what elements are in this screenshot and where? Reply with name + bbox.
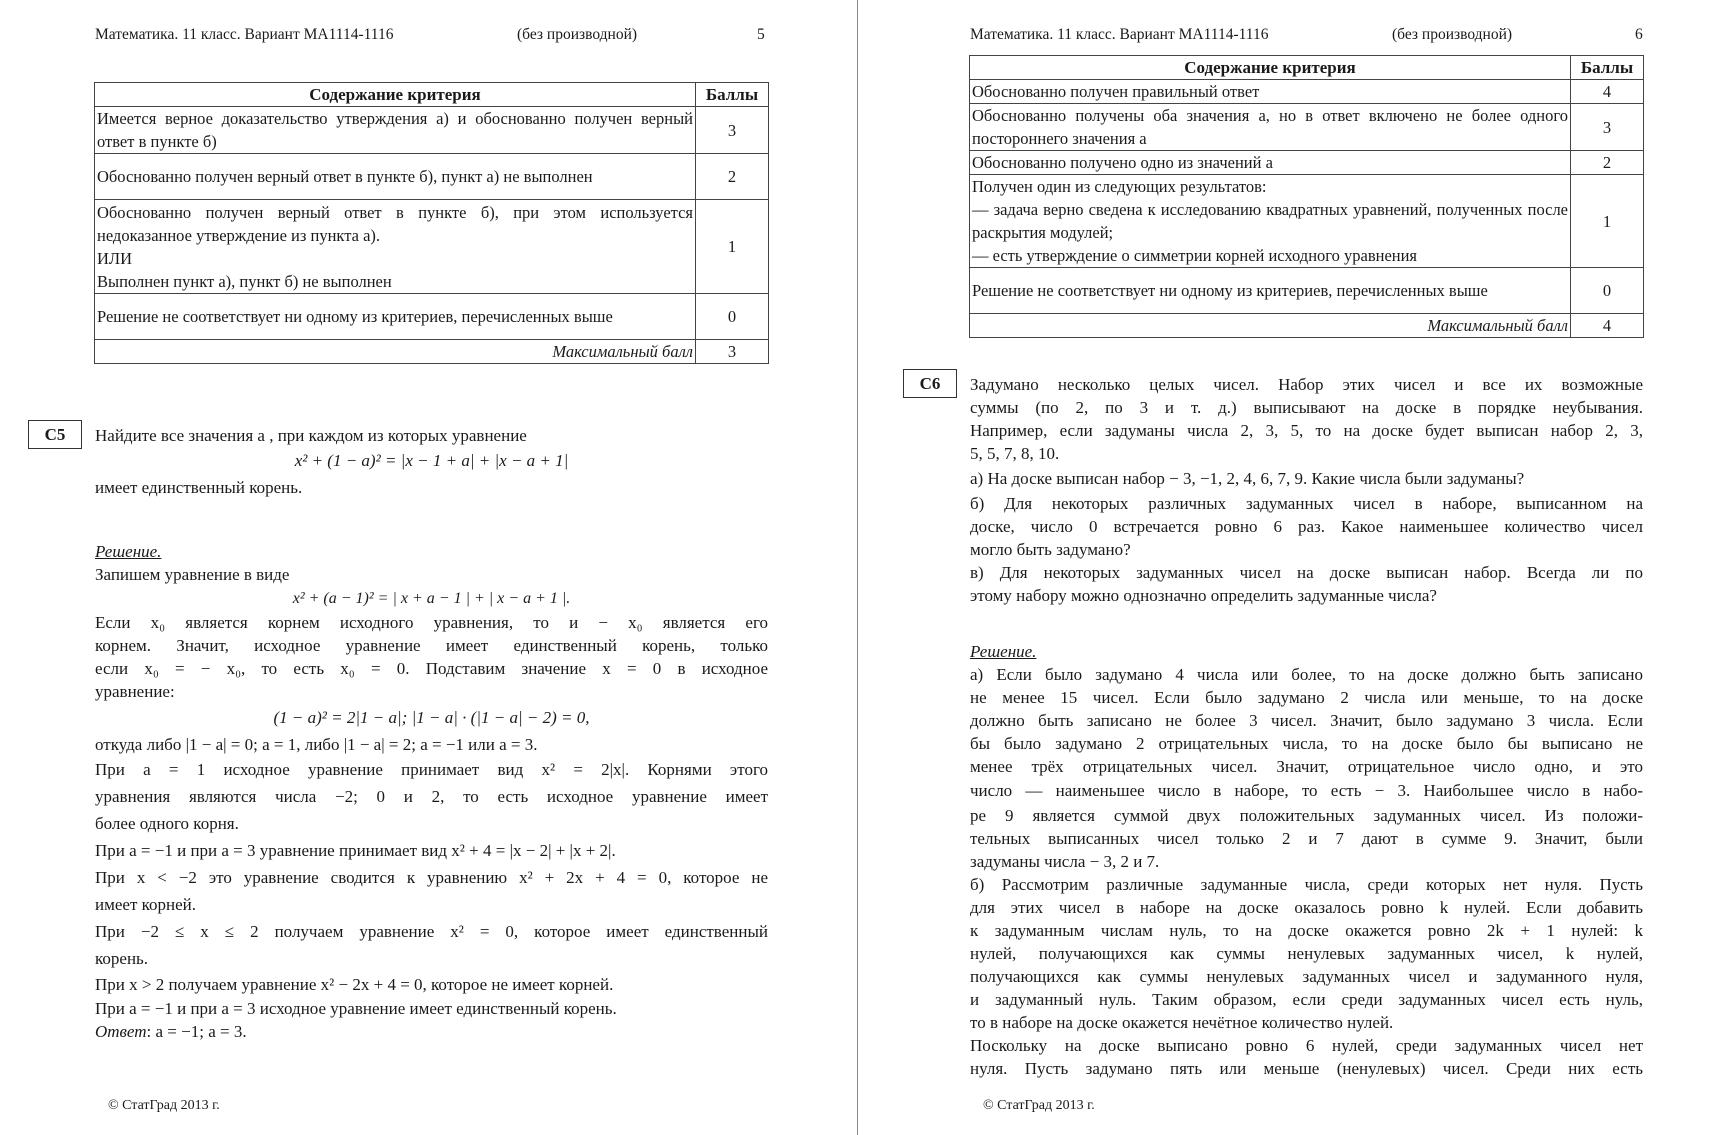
task-label-c5: C5 (28, 420, 82, 449)
task-line: а) На доске выписан набор − 3, −1, 2, 4, 6, 7, 9. Какие числа были задуманы? (970, 469, 1525, 488)
table-row (95, 107, 769, 154)
solution-line: уравнение: (95, 682, 175, 701)
solution-line: нулей, получающихся как суммы ненулевых задуманных чисел, k нулей, (970, 944, 1643, 963)
answer-line (95, 1020, 768, 1043)
max-score-label: Максимальный балл (95, 340, 696, 364)
task-line: этому набору можно однозначно определить задуманные числа? (970, 586, 1437, 605)
task-line: доске, число 0 встречается ровно 6 раз. Какое наименьшее количество чисел (970, 517, 1643, 536)
table-row-max (95, 340, 769, 364)
header-subject: Математика. 11 класс. Вариант МА1114-1116 (970, 26, 1269, 43)
max-score-value: 4 (1571, 314, 1644, 338)
criterion-points: 2 (696, 154, 769, 200)
solution-line: более одного корня. (95, 814, 239, 833)
criterion-text (95, 200, 696, 294)
solution-line: число — наименьшее число в наборе, то есть − 3. Наибольшее число в набо- (970, 781, 1643, 800)
criterion-line: ИЛИ (97, 248, 133, 268)
solution-line: При a = 1 исходное уравнение принимает вид x² = 2|x|. Корнями этого (95, 760, 768, 779)
solution-line: если x₀ = − x₀, то есть x₀ = 0. Подставим значение x = 0 в исходное (95, 659, 768, 678)
page-right (857, 0, 1714, 1135)
solution-line: и задуманный нуль. Таким образом, если среди задуманных чисел есть нуль, (970, 990, 1643, 1009)
criterion-points: 3 (1571, 104, 1644, 151)
task-line: имеет единственный корень. (95, 478, 303, 497)
solution-line: должно быть записано не более 3 чисел. Значит, было задумано 3 числа. Если (970, 711, 1643, 730)
task-equation: x² + (1 − a)² = |x − 1 + a| + |x − a + 1| (294, 451, 569, 470)
task-line: б) Для некоторых различных задуманных чисел в наборе, выписанном на (970, 494, 1643, 513)
solution-line: При x > 2 получаем уравнение x² − 2x + 4 = 0, которое не имеет корней. (95, 975, 614, 994)
criterion-line: — есть утверждение о симметрии корней исходного уравнения (972, 246, 1418, 265)
max-score-label: Максимальный балл (970, 314, 1571, 338)
criterion-text (970, 175, 1571, 268)
solution-line: имеет корней. (95, 895, 197, 914)
task-line: 5, 5, 7, 8, 10. (970, 444, 1060, 463)
solution-line: нуля. Пусть задумано пять или меньше (ненулевых) чисел. Среди них есть (970, 1059, 1643, 1078)
criterion-text: Обоснованно получен верный ответ в пункте б), пункт а) не выполнен (95, 154, 696, 200)
task-line: суммы (по 2, по 3 и т. д.) выписывают на доске в порядке неубывания. (970, 398, 1643, 417)
criterion-points: 1 (696, 200, 769, 294)
task-line: могло быть задумано? (970, 540, 1131, 559)
solution-line: корнем. Значит, исходное уравнение имеет единственный корень, только (95, 636, 768, 655)
header-note: (без производной) (517, 26, 638, 43)
solution-line: бы было задумано 2 отрицательных числа, то на доске было бы выписано не (970, 734, 1643, 753)
solution-label: Решение. (95, 542, 162, 561)
criterion-points: 4 (1571, 80, 1644, 104)
header-note: (без производной) (1392, 26, 1513, 43)
solution-line: б) Рассмотрим различные задуманные числа, среди которых нет нуля. Пусть (970, 875, 1643, 894)
solution-line: получающихся как суммы ненулевых задуманных чисел и задуманного нуля, (970, 967, 1643, 986)
criteria-table (94, 82, 769, 364)
solution-line: ре 9 является суммой двух положительных задуманных чисел. Из положи- (970, 806, 1643, 825)
solution-line: Поскольку на доске выписано ровно 6 нулей, среди задуманных чисел нет (970, 1036, 1643, 1055)
answer-value: : a = −1; a = 3. (146, 1022, 247, 1041)
solution-equation: x² + (a − 1)² = | x + a − 1 | + | x − a + 1 |. (292, 590, 571, 607)
criterion-points: 0 (696, 294, 769, 340)
table-row (95, 154, 769, 200)
table-row (970, 80, 1644, 104)
criterion-text: Обоснованно получено одно из значений a (970, 151, 1571, 175)
footer-copyright: © СтатГрад 2013 г. (108, 1098, 220, 1113)
criteria-table (969, 55, 1644, 338)
criterion-line: Получен один из следующих результатов: (972, 177, 1267, 196)
task-line: Например, если задуманы числа 2, 3, 5, то на доске будет выписан набор 2, 3, (970, 421, 1643, 440)
table-row (970, 175, 1644, 268)
criterion-text: Решение не соответствует ни одному из критериев, перечисленных выше (970, 268, 1571, 314)
task-c6 (970, 373, 1643, 607)
solution-line: для этих чисел в наборе на доске оказалось ровно k нулей. Если добавить (970, 898, 1643, 917)
solution-line: корень. (95, 949, 149, 968)
answer-label: Ответ (95, 1022, 147, 1041)
table-row (95, 200, 769, 294)
max-score-value: 3 (696, 340, 769, 364)
criterion-line: — задача верно сведена к исследованию квадратных уравнений, полученных после раскрытия модулей; (972, 200, 1568, 242)
criterion-line: Выполнен пункт а), пункт б) не выполнен (97, 271, 392, 291)
task-c5 (95, 424, 768, 499)
solution-line: а) Если было задумано 4 числа или более, то на доске должно быть записано (970, 665, 1643, 684)
col-header-criteria: Содержание критерия (970, 56, 1571, 80)
task-line: Задумано несколько целых чисел. Набор этих чисел и все их возможные (970, 375, 1643, 394)
solution-line: к задуманным числам нуль, то на доске окажется ровно 2k + 1 нулей: k (970, 921, 1643, 940)
task-label-c6: C6 (903, 369, 957, 398)
solution-line: При −2 ≤ x ≤ 2 получаем уравнение x² = 0, которое имеет единственный (95, 922, 768, 941)
footer-copyright: © СтатГрад 2013 г. (983, 1098, 1095, 1113)
solution-label: Решение. (970, 642, 1037, 661)
criterion-points: 3 (696, 107, 769, 154)
col-header-points: Баллы (1571, 56, 1644, 80)
solution-line: Запишем уравнение в виде (95, 565, 290, 584)
solution-line: тельных выписанных чисел только 2 и 7 дают в сумме 9. Значит, были (970, 829, 1643, 848)
solution-line: откуда либо |1 − a| = 0; a = 1, либо |1 − a| = 2; a = −1 или a = 3. (95, 735, 538, 754)
criterion-points: 2 (1571, 151, 1644, 175)
solution-line: При a = −1 и при a = 3 уравнение принимает вид x² + 4 = |x − 2| + |x + 2|. (95, 841, 616, 860)
criterion-line: Обоснованно получен верный ответ в пункте б), при этом используется недоказанное утверждение из пункта а). (97, 202, 693, 245)
solution-c6 (970, 640, 1643, 1080)
solution-line: то в наборе на доске окажется нечётное количество нулей. (970, 1013, 1394, 1032)
table-row-max (970, 314, 1644, 338)
solution-equation: (1 − a)² = 2|1 − a|; |1 − a| · (|1 − a| − 2) = 0, (273, 708, 590, 727)
criterion-text: Решение не соответствует ни одному из критериев, перечисленных выше (95, 294, 696, 340)
criterion-text: Обоснованно получен правильный ответ (970, 80, 1571, 104)
table-row (95, 294, 769, 340)
solution-line: не менее 15 чисел. Если было задумано 2 числа или меньше, то на доске (970, 688, 1643, 707)
criterion-points: 1 (1571, 175, 1644, 268)
header-subject: Математика. 11 класс. Вариант МА1114-1116 (95, 26, 394, 43)
solution-c5 (95, 540, 768, 1043)
solution-line: При a = −1 и при a = 3 исходное уравнение имеет единственный корень. (95, 999, 617, 1018)
table-row (970, 151, 1644, 175)
page-number: 6 (1635, 26, 1643, 43)
page-number: 5 (757, 26, 765, 43)
solution-line: менее трёх отрицательных чисел. Значит, отрицательное число одно, и это (970, 757, 1643, 776)
table-row (970, 104, 1644, 151)
criterion-points: 0 (1571, 268, 1644, 314)
solution-line: При x < −2 это уравнение сводится к уравнению x² + 2x + 4 = 0, которое не (95, 868, 768, 887)
solution-line: Если x₀ является корнем исходного уравнения, то и − x₀ является его (95, 613, 768, 632)
col-header-criteria: Содержание критерия (95, 83, 696, 107)
task-line: в) Для некоторых задуманных чисел на доске выписан набор. Всегда ли по (970, 563, 1643, 582)
criterion-text: Обоснованно получены оба значения a, но в ответ включено не более одного постороннего значения a (970, 104, 1571, 151)
criterion-text: Имеется верное доказательство утверждения а) и обоснованно получен верный ответ в пункте б) (95, 107, 696, 154)
table-row (970, 268, 1644, 314)
solution-line: уравнения являются числа −2; 0 и 2, то есть исходное уравнение имеет (95, 787, 768, 806)
solution-line: задуманы числа − 3, 2 и 7. (970, 852, 1160, 871)
col-header-points: Баллы (696, 83, 769, 107)
task-line: Найдите все значения a , при каждом из которых уравнение (95, 426, 527, 445)
